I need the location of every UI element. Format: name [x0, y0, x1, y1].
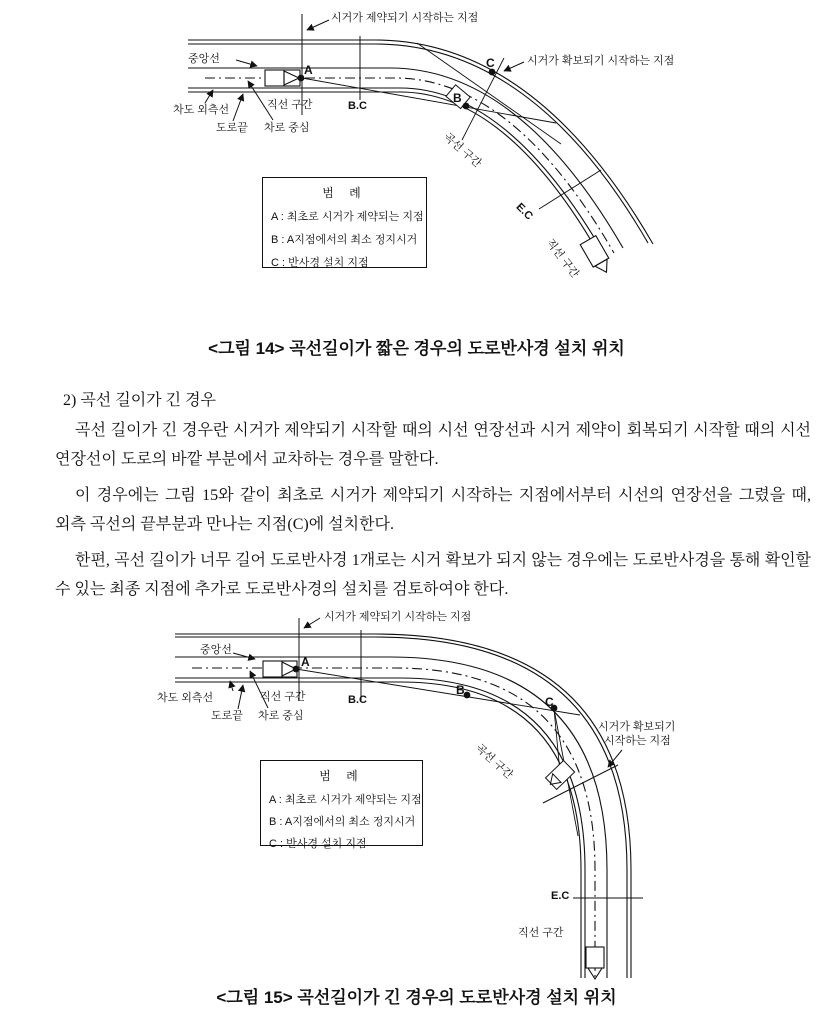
label-point-c: C	[545, 695, 554, 709]
legend-item-a: A : 최초로 시거가 제약되는 지점	[271, 211, 424, 223]
label-straight-section-2: 직선 구간	[543, 237, 582, 281]
legend-item-b: B : A지점에서의 최소 정지시거	[269, 816, 416, 828]
road-curve-drawing-14	[0, 0, 833, 334]
legend-item-a: A : 최초로 시거가 제약되는 지점	[269, 794, 422, 806]
legend-item-c: C : 반사경 설치 지점	[269, 838, 367, 850]
body-text	[55, 386, 811, 611]
label-ec: E.C	[551, 890, 570, 902]
car-icon	[265, 70, 300, 86]
label-lane-center: 차로 중심	[258, 710, 304, 722]
car-icon	[263, 661, 297, 677]
label-sight-secured: 시거가 확보되기 시작하는 지점	[527, 55, 675, 67]
label-road-end: 도로끝	[216, 122, 248, 134]
label-outer-edge: 차도 외측선	[157, 692, 214, 704]
label-ec: E.C	[513, 201, 535, 223]
label-curve-section: 곡선 구간	[472, 742, 515, 782]
label-road-end: 도로끝	[211, 710, 243, 722]
label-point-a: A	[301, 655, 310, 669]
figure-15-diagram	[0, 600, 833, 984]
label-bc: B.C	[348, 694, 367, 706]
label-outer-edge: 차도 외측선	[173, 104, 230, 116]
oncoming-car-icon	[580, 236, 614, 277]
label-point-a: A	[304, 63, 313, 77]
label-point-b: B	[456, 683, 465, 697]
label-lane-center: 차로 중심	[264, 122, 310, 134]
label-center-line: 중앙선	[188, 53, 220, 65]
paragraph-3: 한편, 곡선 길이가 너무 길어 도로반사경 1개로는 시거 확보가 되지 않는 경우에는 도로반사경을 통해 확인할 수 있는 최종 지점에 추가로 도로반사경의 설치를 검토하여야 한다.	[55, 552, 811, 598]
point-markers	[298, 69, 496, 110]
figure-14-caption: <그림 14> 곡선길이가 짧은 경우의 도로반사경 설치 위치	[208, 339, 625, 358]
label-straight-section: 직선 구간	[267, 99, 313, 111]
label-point-c: C	[486, 56, 495, 70]
legend-title: 범 례	[322, 186, 367, 200]
figure-14-diagram	[0, 0, 833, 334]
curve-car-icon	[545, 761, 575, 791]
legend-item-c: C : 반사경 설치 지점	[271, 257, 369, 269]
station-ticks	[299, 618, 643, 898]
label-sight-restricted: 시거가 제약되기 시작하는 지점	[324, 611, 472, 623]
paragraph-1: 곡선 길이가 긴 경우란 시거가 제약되기 시작할 때의 시선 연장선과 시거 제약이 회복되기 시작할 때의 시선 연장선이 도로의 바깥 부분에서 교차하는 경우를 말한다.	[55, 422, 811, 468]
label-bc: B.C	[348, 100, 367, 112]
departing-car-icon	[586, 947, 604, 979]
legend-box	[260, 760, 423, 850]
label-center-line: 중앙선	[200, 644, 232, 656]
label-curve-section: 곡선 구간	[441, 131, 484, 170]
label-sight-secured-2: 시작하는 지점	[604, 735, 671, 747]
label-sight-secured-1: 시거가 확보되기	[598, 721, 676, 733]
label-point-b: B	[453, 91, 462, 105]
legend-item-b: B : A지점에서의 최소 정지시거	[271, 234, 418, 246]
legend-title: 범 례	[319, 769, 364, 783]
label-straight-section: 직선 구간	[260, 691, 306, 703]
label-straight-section-2: 직선 구간	[518, 927, 564, 939]
figure-15-caption: <그림 15> 곡선길이가 긴 경우의 도로반사경 설치 위치	[216, 988, 617, 1007]
label-sight-restricted: 시거가 제약되기 시작하는 지점	[331, 12, 479, 24]
section-heading: 2) 곡선 길이가 긴 경우	[63, 392, 216, 409]
paragraph-2: 이 경우에는 그림 15와 같이 최초로 시거가 제약되기 시작하는 지점에서부터 시선의 연장선을 그렸을 때, 외측 곡선의 끝부분과 만나는 지점(C)에 설치한다.	[55, 487, 811, 533]
legend-box	[262, 177, 427, 268]
